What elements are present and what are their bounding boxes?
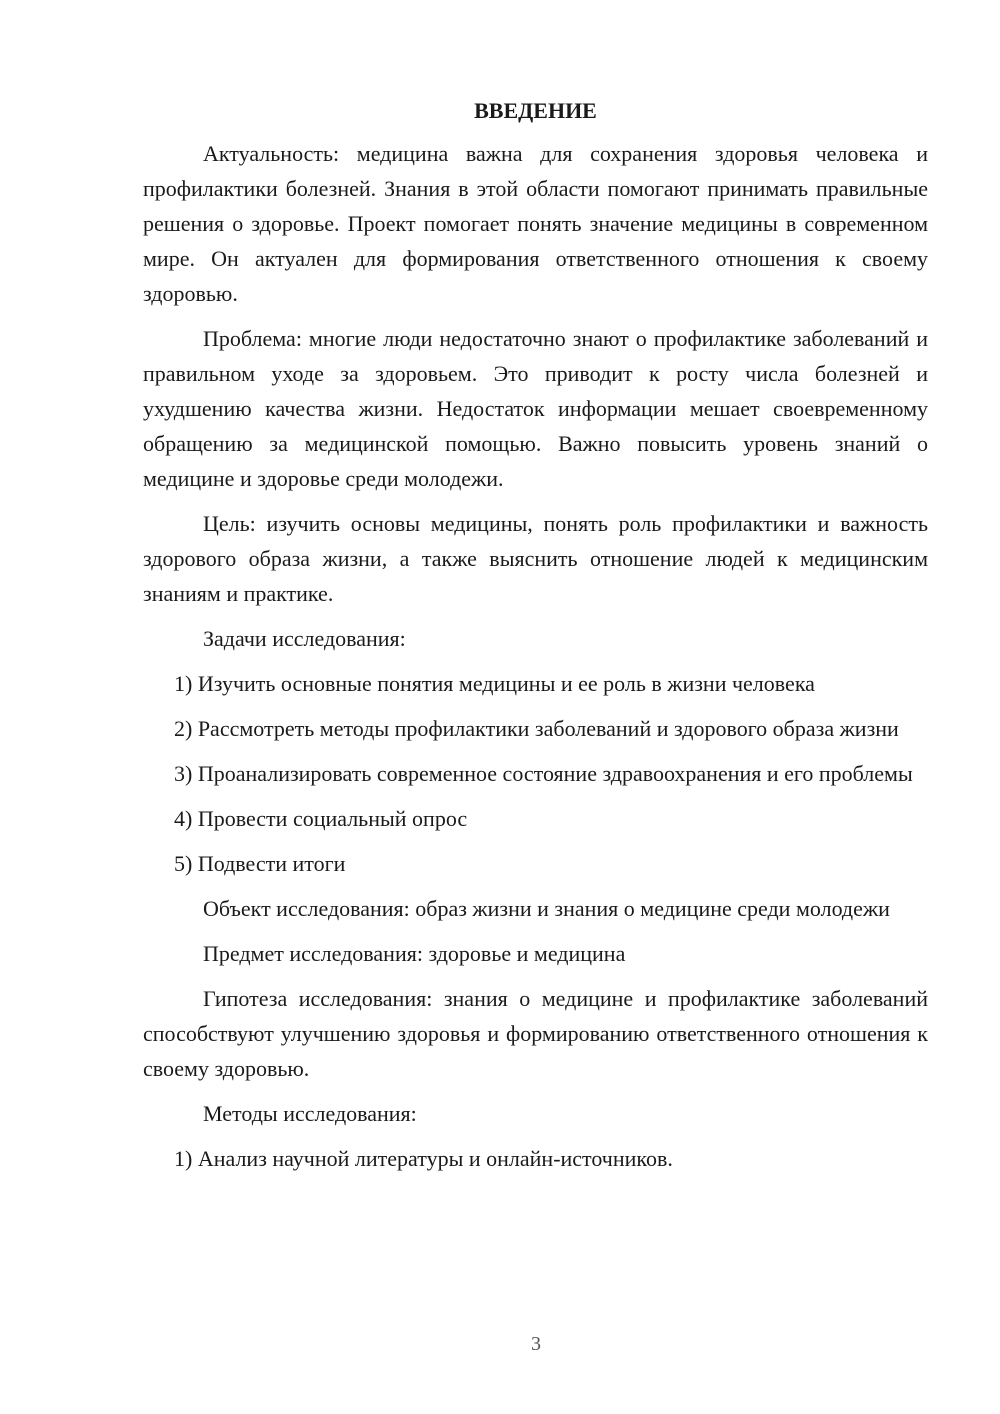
hypothesis-paragraph: Гипотеза исследования: знания о медицине и профилактике заболеваний способствуют улучшению здоровья и формированию ответственного отношения к своему здоровью. bbox=[143, 986, 928, 1081]
method-item-1: 1) Анализ научной литературы и онлайн-источников. bbox=[174, 1146, 673, 1171]
relevance-paragraph: Актуальность: медицина важна для сохранения здоровья человека и профилактики болезней. Знания в этой области помогают принимать правильные решения о здоровье. Проект помогает понять значение медицины в современном мире. Он актуален для формирования ответственного отношения к своему здоровью. bbox=[143, 141, 928, 306]
task-item-2: 2) Рассмотреть методы профилактики заболеваний и здорового образа жизни bbox=[174, 716, 899, 741]
section-title: ВВЕДЕНИЕ bbox=[474, 98, 597, 123]
page-number: 3 bbox=[531, 1333, 541, 1355]
task-item-1: 1) Изучить основные понятия медицины и ее роль в жизни человека bbox=[174, 671, 815, 696]
problem-paragraph: Проблема: многие люди недостаточно знают о профилактике заболеваний и правильном уходе за здоровьем. Это приводит к росту числа болезней и ухудшению качества жизни. Недостаток информации мешает своевременному обращению за медицинской помощью. Важно повысить уровень знаний о медицине и здоровье среди молодежи. bbox=[143, 326, 928, 491]
task-item-5: 5) Подвести итоги bbox=[174, 851, 346, 876]
subject-paragraph: Предмет исследования: здоровье и медицина bbox=[203, 941, 626, 966]
page-body bbox=[143, 96, 928, 1186]
goal-paragraph: Цель: изучить основы медицины, понять роль профилактики и важность здорового образа жизни, а также выяснить отношение людей к медицинским знаниям и практике. bbox=[143, 511, 928, 606]
tasks-heading: Задачи исследования: bbox=[203, 626, 406, 651]
task-item-3: 3) Проанализировать современное состояние здравоохранения и его проблемы bbox=[174, 761, 913, 786]
object-paragraph: Объект исследования: образ жизни и знания о медицине среди молодежи bbox=[203, 896, 890, 921]
methods-heading: Методы исследования: bbox=[203, 1101, 417, 1126]
task-item-4: 4) Провести социальный опрос bbox=[174, 806, 468, 831]
